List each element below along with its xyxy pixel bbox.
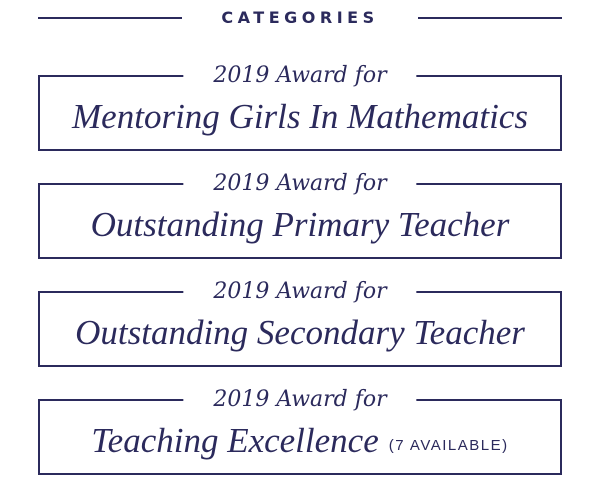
category-card-teaching-excellence[interactable] bbox=[38, 387, 562, 475]
category-card-outstanding-secondary-teacher[interactable] bbox=[38, 279, 562, 367]
award-year-label: 2019 Award for bbox=[183, 279, 416, 305]
category-title: Outstanding Secondary Teacher bbox=[75, 313, 525, 352]
header-rule-right bbox=[418, 17, 562, 19]
category-title: Outstanding Primary Teacher bbox=[90, 205, 510, 244]
category-card-mentoring-girls-in-mathematics[interactable] bbox=[38, 63, 562, 151]
category-title-row bbox=[40, 421, 560, 466]
award-year-label: 2019 Award for bbox=[183, 63, 416, 89]
categories-header bbox=[38, 0, 562, 36]
category-card-outstanding-primary-teacher[interactable] bbox=[38, 171, 562, 259]
category-title: Mentoring Girls In Mathematics bbox=[72, 97, 528, 136]
category-title: Teaching Excellence bbox=[91, 421, 379, 460]
award-year-label: 2019 Award for bbox=[183, 171, 416, 197]
award-year-label: 2019 Award for bbox=[183, 387, 416, 413]
section-title: CATEGORIES bbox=[221, 8, 379, 27]
availability-badge: (7 AVAILABLE) bbox=[388, 437, 509, 454]
